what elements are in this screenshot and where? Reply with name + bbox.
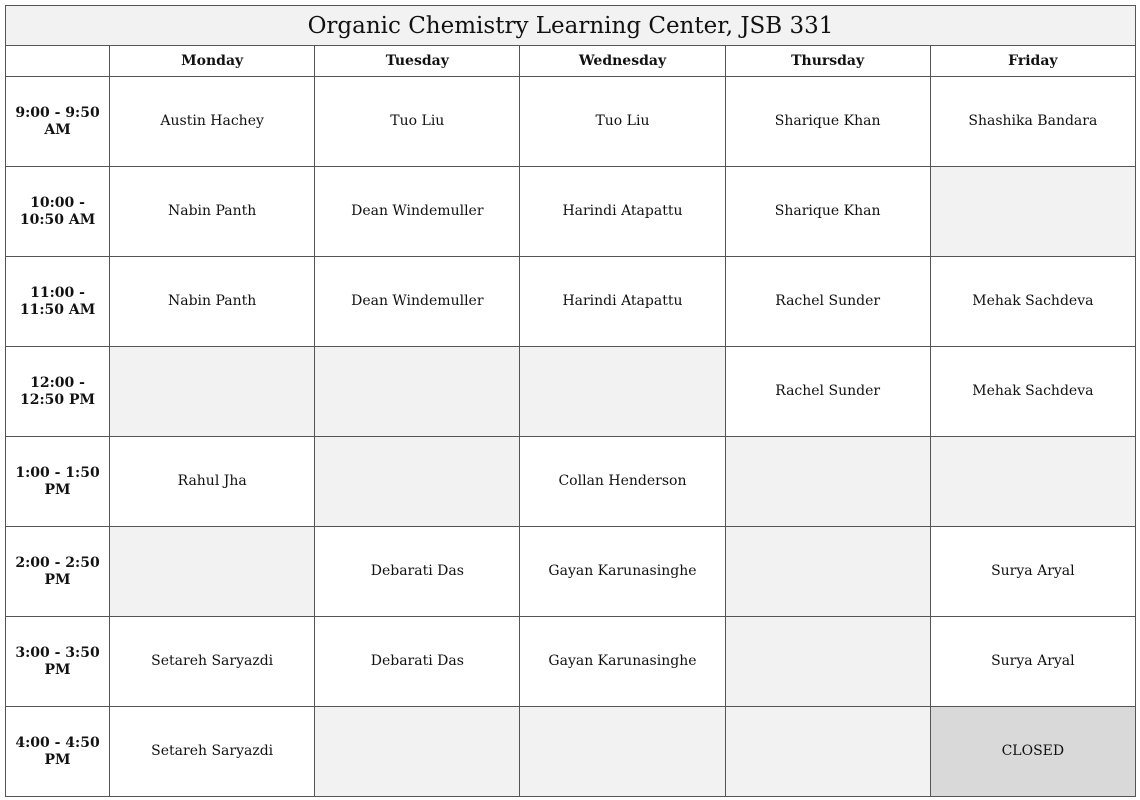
closed-cell: CLOSED [930,707,1135,797]
tutor-cell-thursday: Rachel Sunder [725,257,930,347]
tutor-cell-friday: Mehak Sachdeva [930,257,1135,347]
page-title: Organic Chemistry Learning Center, JSB 331 [6,6,1136,46]
time-slot-label: 4:00 - 4:50 PM [6,707,110,797]
empty-slot-cell [110,347,315,437]
tutor-cell-tuesday: Debarati Das [315,527,520,617]
tutor-cell-friday: Mehak Sachdeva [930,347,1135,437]
table-row [6,617,1136,707]
day-header-thursday: Thursday [725,46,930,77]
time-slot-label: 10:00 - 10:50 AM [6,167,110,257]
time-slot-label: 1:00 - 1:50 PM [6,437,110,527]
empty-slot-cell [520,707,725,797]
schedule-table [5,5,1136,797]
tutor-cell-friday: Surya Aryal [930,617,1135,707]
corner-cell [6,46,110,77]
table-row [6,77,1136,167]
table-row [6,437,1136,527]
tutor-cell-monday: Austin Hachey [110,77,315,167]
tutor-cell-wednesday: Gayan Karunasinghe [520,617,725,707]
tutor-cell-wednesday: Harindi Atapattu [520,257,725,347]
table-row [6,707,1136,797]
day-header-monday: Monday [110,46,315,77]
tutor-cell-tuesday: Dean Windemuller [315,257,520,347]
tutor-cell-monday: Rahul Jha [110,437,315,527]
tutor-cell-monday: Setareh Saryazdi [110,617,315,707]
empty-slot-cell [930,167,1135,257]
table-row [6,167,1136,257]
tutor-cell-monday: Nabin Panth [110,167,315,257]
tutor-cell-tuesday: Debarati Das [315,617,520,707]
tutor-cell-tuesday: Dean Windemuller [315,167,520,257]
tutor-cell-wednesday: Harindi Atapattu [520,167,725,257]
table-row [6,527,1136,617]
time-slot-label: 11:00 - 11:50 AM [6,257,110,347]
day-header-row [6,46,1136,77]
table-row [6,347,1136,437]
empty-slot-cell [110,527,315,617]
tutor-cell-wednesday: Gayan Karunasinghe [520,527,725,617]
empty-slot-cell [315,347,520,437]
tutor-cell-wednesday: Collan Henderson [520,437,725,527]
tutor-cell-friday: Shashika Bandara [930,77,1135,167]
empty-slot-cell [725,437,930,527]
tutor-cell-thursday: Rachel Sunder [725,347,930,437]
tutor-cell-tuesday: Tuo Liu [315,77,520,167]
time-slot-label: 12:00 - 12:50 PM [6,347,110,437]
empty-slot-cell [315,707,520,797]
tutor-cell-monday: Setareh Saryazdi [110,707,315,797]
schedule-body [6,77,1136,797]
title-row [6,6,1136,46]
day-header-friday: Friday [930,46,1135,77]
empty-slot-cell [725,707,930,797]
tutor-cell-thursday: Sharique Khan [725,77,930,167]
tutor-cell-friday: Surya Aryal [930,527,1135,617]
tutor-cell-monday: Nabin Panth [110,257,315,347]
empty-slot-cell [725,617,930,707]
time-slot-label: 3:00 - 3:50 PM [6,617,110,707]
table-row [6,257,1136,347]
day-header-tuesday: Tuesday [315,46,520,77]
empty-slot-cell [725,527,930,617]
time-slot-label: 9:00 - 9:50 AM [6,77,110,167]
tutor-cell-thursday: Sharique Khan [725,167,930,257]
empty-slot-cell [315,437,520,527]
day-header-wednesday: Wednesday [520,46,725,77]
empty-slot-cell [930,437,1135,527]
empty-slot-cell [520,347,725,437]
tutor-cell-wednesday: Tuo Liu [520,77,725,167]
time-slot-label: 2:00 - 2:50 PM [6,527,110,617]
